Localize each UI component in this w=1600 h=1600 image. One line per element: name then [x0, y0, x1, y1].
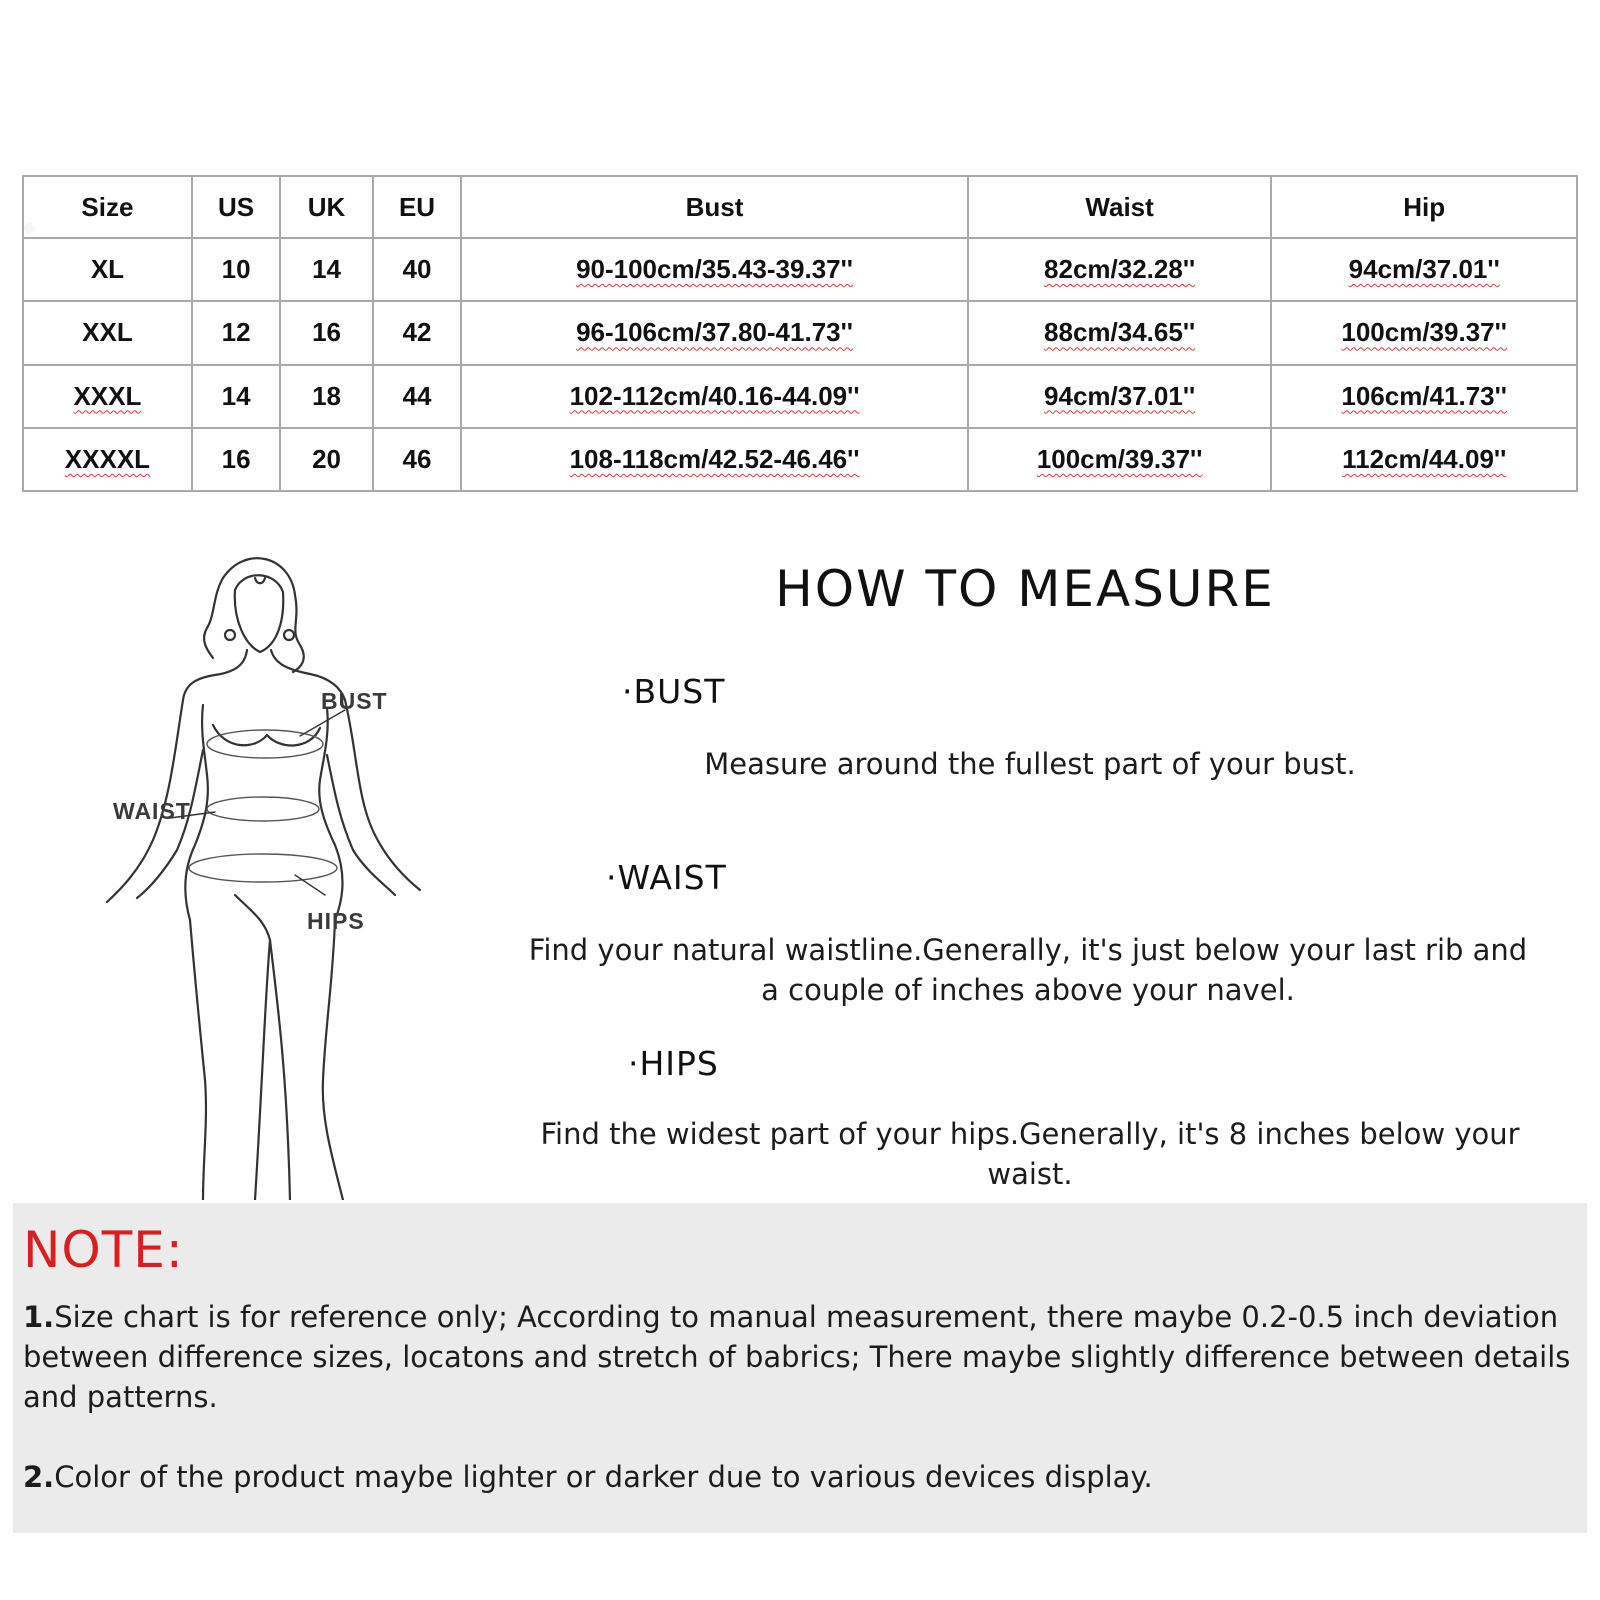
- header-waist: Waist: [968, 176, 1272, 238]
- cell-uk: 18: [280, 365, 372, 428]
- waist-label: WAIST: [113, 798, 191, 824]
- cell-bust-text: 108-118cm/42.52-46.46'': [569, 443, 860, 474]
- cell-eu: 42: [373, 301, 461, 364]
- body-measurement-figure: [95, 550, 445, 1200]
- cell-waist-text: 88cm/34.65'': [1044, 317, 1196, 348]
- bust-description: Measure around the fullest part of your bust.: [704, 747, 1356, 781]
- cell-waist-text: 82cm/32.28'': [1044, 254, 1196, 285]
- cell-hip: [1271, 301, 1577, 364]
- bust-label: BUST: [321, 688, 388, 714]
- table-row: [23, 301, 1577, 364]
- cell-size-text: XXXXL: [64, 443, 151, 474]
- waist-heading: ·WAIST: [606, 858, 727, 897]
- cell-us: 14: [192, 365, 280, 428]
- cell-waist: [968, 365, 1272, 428]
- cell-hip-text: 112cm/44.09'': [1342, 443, 1507, 474]
- cell-us: 16: [192, 428, 280, 491]
- hips-label: HIPS: [307, 908, 365, 934]
- body-outline-drawing: [95, 550, 445, 1200]
- note-item-text: Color of the product maybe lighter or darker due to various devices display.: [54, 1460, 1153, 1494]
- header-eu: EU: [373, 176, 461, 238]
- cell-us: 10: [192, 238, 280, 301]
- header-size: Size: [23, 176, 192, 238]
- waist-description: Find your natural waistline.Generally, it's just below your last rib and a couple of inches above your navel.: [528, 933, 1528, 1007]
- note-item-2: [23, 1457, 1578, 1497]
- cell-size: XXL: [23, 301, 192, 364]
- cell-bust-text: 90-100cm/35.43-39.37'': [576, 254, 853, 285]
- table-row: [23, 365, 1577, 428]
- note-title: NOTE:: [23, 1221, 184, 1279]
- cell-waist: [968, 428, 1272, 491]
- bust-heading: ·BUST: [622, 672, 726, 711]
- header-bust: Bust: [461, 176, 968, 238]
- cell-bust: [461, 365, 968, 428]
- cell-bust: [461, 428, 968, 491]
- cell-hip: [1271, 428, 1577, 491]
- note-item-number: 1.: [23, 1300, 55, 1334]
- cell-waist: [968, 301, 1272, 364]
- cell-hip-text: 100cm/39.37'': [1341, 317, 1507, 348]
- cell-hip-text: 106cm/41.73'': [1341, 380, 1507, 411]
- table-row: [23, 238, 1577, 301]
- header-hip: Hip: [1271, 176, 1577, 238]
- cell-waist-text: 94cm/37.01'': [1044, 380, 1196, 411]
- cell-bust-text: 96-106cm/37.80-41.73'': [576, 317, 853, 348]
- cell-hip: [1271, 238, 1577, 301]
- cell-size: [23, 365, 192, 428]
- cell-size: XL: [23, 238, 192, 301]
- header-us: US: [192, 176, 280, 238]
- cell-eu: 44: [373, 365, 461, 428]
- note-item-number: 2.: [23, 1460, 55, 1494]
- cell-uk: 20: [280, 428, 372, 491]
- note-item-1: [23, 1297, 1578, 1417]
- hips-heading: ·HIPS: [628, 1044, 719, 1083]
- cell-eu: 40: [373, 238, 461, 301]
- note-item-text: Size chart is for reference only; According to manual measurement, there maybe 0.2-0.5 inch deviation between difference sizes, locatons and stretch of babrics; There maybe slightly difference between details and patterns.: [23, 1300, 1571, 1414]
- table-row: [23, 428, 1577, 491]
- cell-bust-text: 102-112cm/40.16-44.09'': [569, 380, 860, 411]
- cell-size: [23, 428, 192, 491]
- table-header-row: [23, 176, 1577, 238]
- header-uk: UK: [280, 176, 372, 238]
- hips-description: Find the widest part of your hips.Generally, it's 8 inches below your waist.: [540, 1117, 1520, 1191]
- cell-bust: [461, 238, 968, 301]
- cell-waist-text: 100cm/39.37'': [1036, 443, 1203, 474]
- cell-size-text: XXXL: [73, 380, 142, 411]
- guide-title: HOW TO MEASURE: [775, 560, 1275, 618]
- note-box: [13, 1203, 1587, 1533]
- size-chart-table: [22, 175, 1578, 492]
- cell-hip-text: 94cm/37.01'': [1348, 254, 1500, 285]
- cell-us: 12: [192, 301, 280, 364]
- cell-uk: 14: [280, 238, 372, 301]
- cell-waist: [968, 238, 1272, 301]
- cell-bust: [461, 301, 968, 364]
- cell-uk: 16: [280, 301, 372, 364]
- cell-eu: 46: [373, 428, 461, 491]
- cell-hip: [1271, 365, 1577, 428]
